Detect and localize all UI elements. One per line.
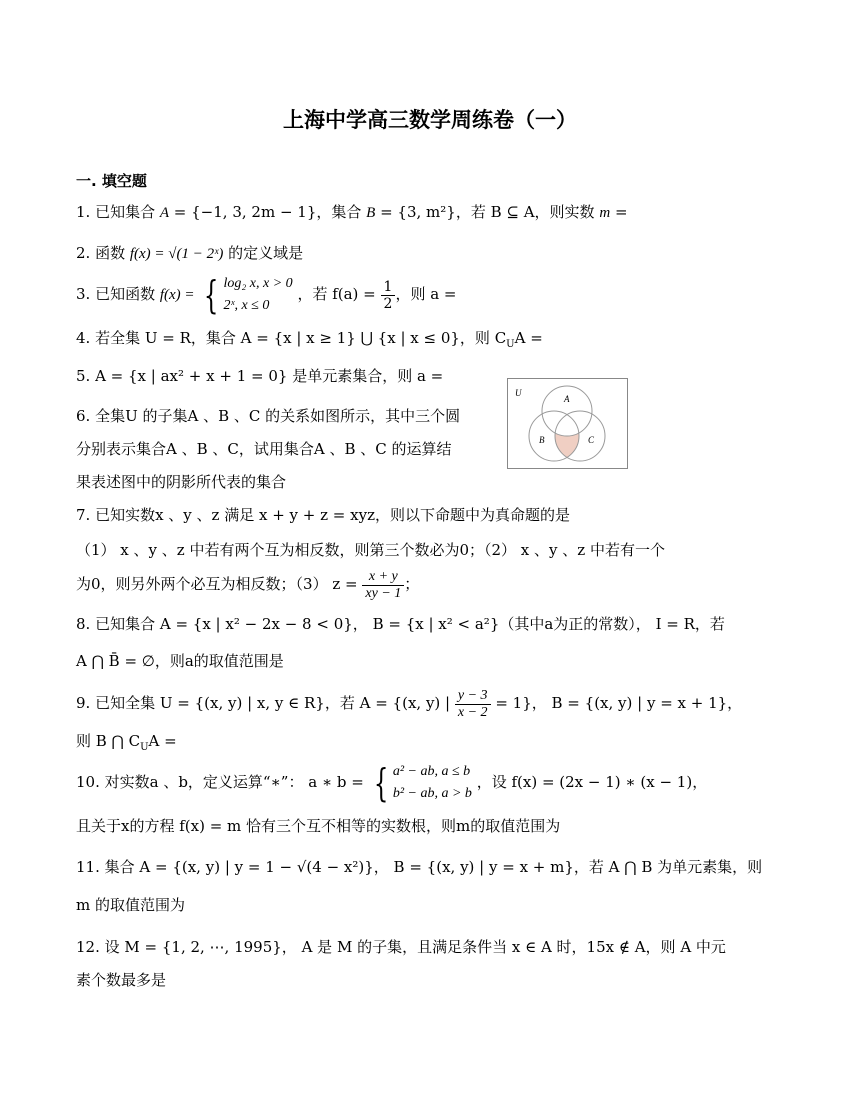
q10-text: 10. 对实数a 、b，定义运算“∗”： a ∗ b = <box>76 773 364 791</box>
q3-text2: ，若 f(a) = <box>297 285 376 303</box>
venn-diagram <box>507 378 628 469</box>
q3-text3: ，则 a = <box>395 285 457 303</box>
label-u: U <box>515 388 522 398</box>
question-3 <box>76 270 457 319</box>
q3-cases <box>224 273 293 317</box>
q10-case-2: b² − ab, a > b <box>392 786 472 801</box>
q4-text2: A = <box>514 329 543 347</box>
q3-denominator: 2 <box>383 295 393 312</box>
question-2 <box>76 243 303 264</box>
q3-text: 3. 已知函数 <box>76 285 160 303</box>
question-12-line-2: 素个数最多是 <box>76 971 167 989</box>
q7-text2: ； <box>404 575 420 593</box>
q10-case-1: a² − ab, a ≤ b <box>392 764 471 779</box>
question-8-line-1: 8. 已知集合 A = {x | x² − 2x − 8 < 0}， B = {x | x² < a²}（其中a为正的常数）， I = R，若 <box>76 615 725 633</box>
q1-set-b: B <box>366 205 376 221</box>
q9-subscript: U <box>140 742 149 753</box>
question-9-line-2 <box>76 731 177 758</box>
q3-numerator: 1 <box>381 279 396 296</box>
q1-text: 1. 已知集合 <box>76 203 160 221</box>
q9-denominator: x − 2 <box>457 704 488 720</box>
question-10-line-2: 且关于x的方程 f(x) = m 恰有三个互不相等的实数根，则m的取值范围为 <box>76 817 561 835</box>
question-7-line-2: （1） x 、y 、z 中若有两个互为相反数，则第三个数必为0；（2） x 、y 、z 中若有一个 <box>76 541 665 559</box>
q2-function: f(x) = √(1 − 2ˣ) <box>129 246 224 262</box>
question-7-line-3 <box>76 566 419 602</box>
question-8-line-2: A ⋂ B̄ = ∅，则a的取值范围是 <box>76 652 284 670</box>
section-heading: 一. 填空题 <box>76 172 147 190</box>
q9-text3: 则 B ⋂ C <box>76 732 141 750</box>
question-4 <box>76 328 543 355</box>
q4-text: 4. 若全集 U = R，集合 A = {x | x ≥ 1} ⋃ {x | x ≤ 0}，则 C <box>76 329 507 347</box>
question-11-line-2: m 的取值范围为 <box>76 896 185 914</box>
q10-text2: ，设 f(x) = (2x − 1) ∗ (x − 1)， <box>476 773 708 791</box>
q10-cases <box>393 761 472 805</box>
label-c: C <box>588 435 595 445</box>
q6-line-3: 果表述图中的阴影所代表的集合 <box>76 473 287 491</box>
q9-numerator: y − 3 <box>455 688 491 705</box>
question-6 <box>76 400 501 499</box>
question-7-line-1: 7. 已知实数x 、y 、z 满足 x + y + z = xyz，则以下命题中为真命题的是 <box>76 506 570 524</box>
q3-function: f(x) = <box>159 287 195 303</box>
q9-text2: = 1}， B = {(x, y) | y = x + 1}， <box>495 694 743 712</box>
q7-text: 为0，则另外两个必互为相反数；（3） z = <box>76 575 358 593</box>
q7-denominator: xy − 1 <box>365 585 402 601</box>
q9-fraction <box>455 688 491 721</box>
q2-text: 2. 函数 <box>76 244 130 262</box>
page-title: 上海中学高三数学周练卷（一） <box>283 108 577 132</box>
q3-case-1: log₂ x, x > 0 <box>223 276 293 291</box>
question-9-line-1 <box>76 683 742 723</box>
q9-text4: A = <box>148 732 177 750</box>
q1-text2: = {−1, 3, 2m − 1}，集合 <box>169 203 367 221</box>
q9-text: 9. 已知全集 U = {(x, y) | x, y ∈ R}，若 A = {(x, y) | <box>76 694 451 712</box>
q1-set-a: A <box>159 205 170 221</box>
label-b: B <box>539 435 545 445</box>
question-1 <box>76 202 628 223</box>
q2-text2: 的定义域是 <box>223 244 304 262</box>
q7-numerator: x + y <box>362 569 404 586</box>
q3-case-2: 2ˣ, x ≤ 0 <box>223 298 270 313</box>
q5-text: 5. A = {x | ax² + x + 1 = 0} 是单元素集合，则 a = <box>76 367 444 385</box>
question-12-line-1: 12. 设 M = {1, 2, ⋯, 1995}， A 是 M 的子集，且满足条件当 x ∈ A 时，15x ∉ A，则 A 中元 <box>76 938 726 956</box>
question-5 <box>76 366 443 386</box>
q10-brace: { <box>373 761 388 805</box>
q1-var-m: m <box>599 205 611 221</box>
label-a: A <box>564 394 570 404</box>
question-11-line-1: 11. 集合 A = {(x, y) | y = 1 − √(4 − x²)}， B = {(x, y) | y = x + m}，若 A ⋂ B 为单元素集，则 <box>76 858 763 876</box>
venn-svg <box>508 379 627 468</box>
q1-text4: = <box>610 203 628 221</box>
q6-line-2: 分别表示集合A 、B 、C，试用集合A 、B 、C 的运算结 <box>76 440 452 458</box>
q3-fraction <box>381 279 396 312</box>
q1-text3: = {3, m²}，若 B ⊆ A，则实数 <box>375 203 600 221</box>
q7-fraction <box>362 569 404 602</box>
q6-line-1: 6. 全集U 的子集A 、B 、C 的关系如图所示，其中三个圆 <box>76 407 461 425</box>
question-10-line-1 <box>76 758 707 806</box>
q4-subscript: U <box>506 339 515 350</box>
q3-brace: { <box>204 273 219 317</box>
